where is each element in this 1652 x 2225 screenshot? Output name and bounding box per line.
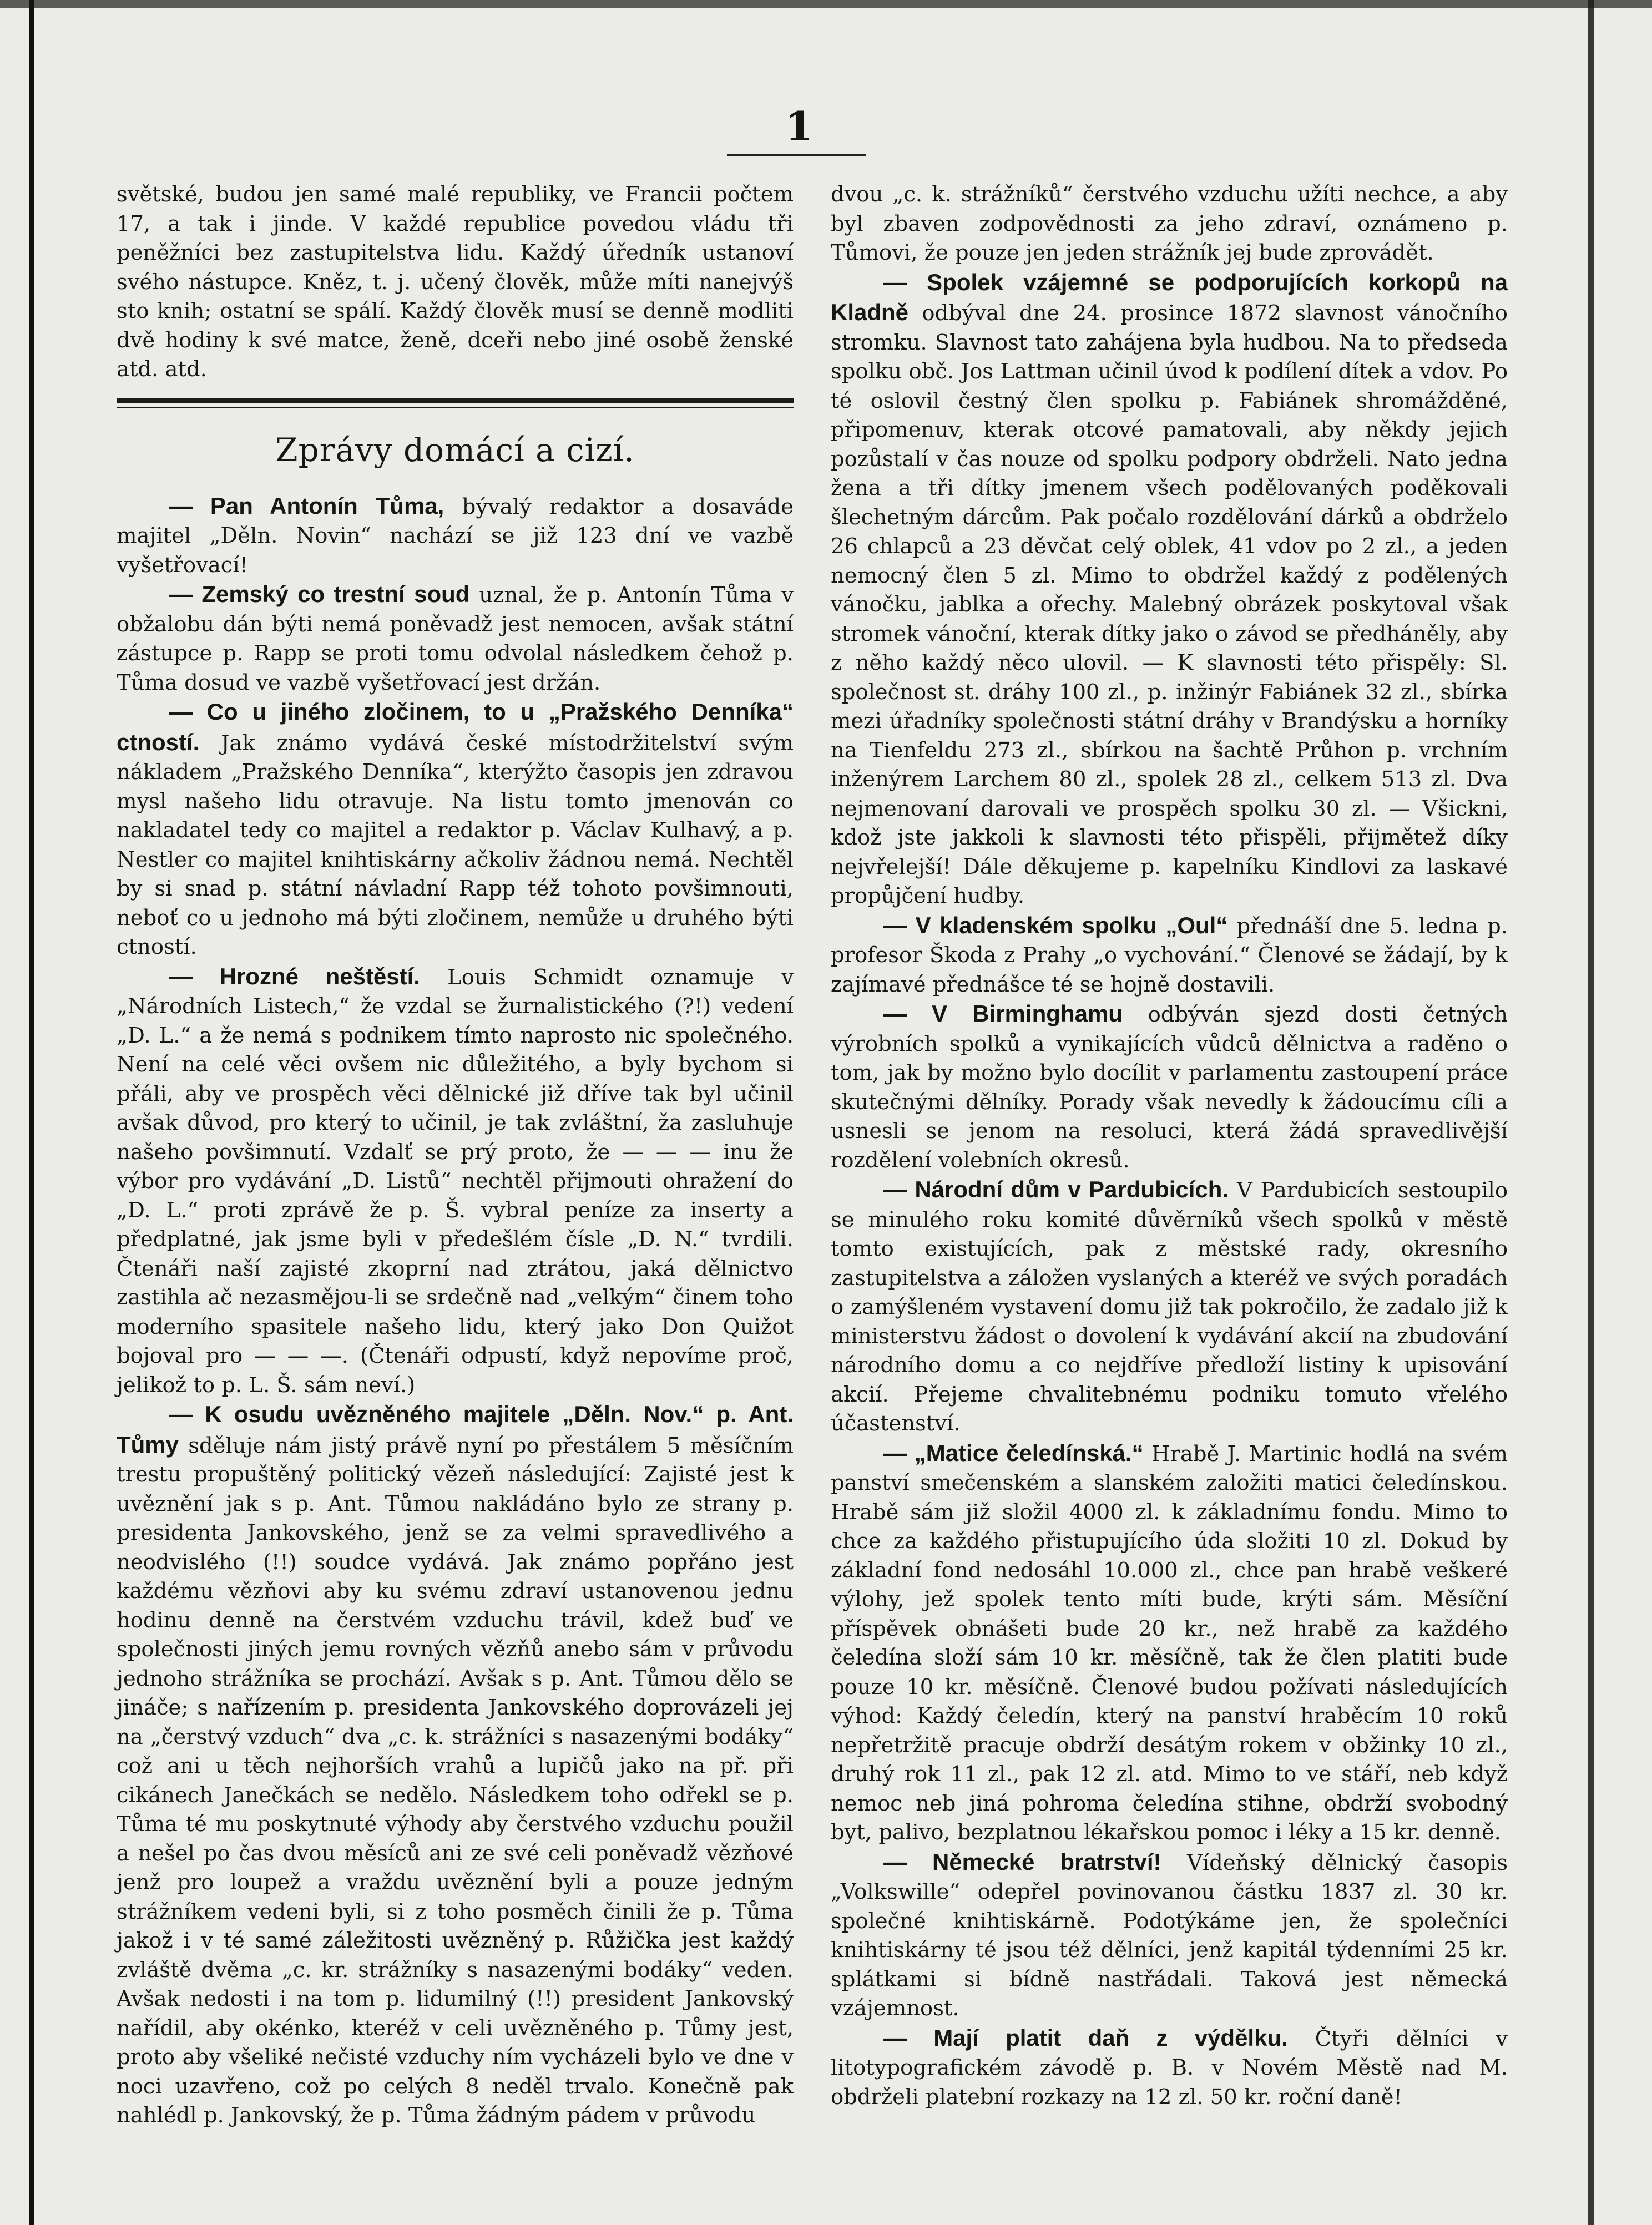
news-body: sděluje nám jistý právě nyní po přestálem 5 měsíčním trestu propuštěný politický vězeň následující: Zajisté jest k uvěznění jak s p. Ant. Tůmou nakládáno bylo ze strany p. presidenta Jankovského, jenž se za velmi spravedlivého a neodvislého (!!) soudce vydává. Jak známo popřáno jest každému vězňovi aby ku svému zdraví ustanovenou jednu hodinu denně na čerstvém vzduchu trávil, kdež buď ve společnosti jiných jemu rovných vězňů anebo sám v průvodu jednoho strážníka se prochází. Avšak s p. Ant. Tůmou dělo se jináče; s nařízením p. presidenta Jankovského doprovázeli jej na „čerstvý vzduch“ dva „c. k. strážníci s nasazenými bodáky“ což ani u těch nejhorších vrahů a lupičů jako na př. při cikánech Janečkách se nedělo. Následkem toho odřekl se p. Tůma té mu poskytnuté výhody aby čerstvého vzduchu použil a nešel po čas dvou měsíců ani ze své celi poněvadž vězňové jenž pro loupež a vraždu uvěznění byli a pouze jedným strážníkem vedeni byli, si z toho posměch činili že p. Tůma jakož i v té samé záležitosti uvězněný p. Růžička jest každý zvláště dvěma „c. kr. strážníky s nasazenými bodáky“ veden. Avšak nedosti i na tom p. lidumilný (!!) president Jankovský nařídil, aby okénko, kteréž v celi uvězněného p. Tůmy jest, proto aby všeliké nečisté vzduchy ním vycházeli bylo ve dne v noci uzavřeno, což po celých 8 neděl trvalo. Konečně pak nahlédl p. Jankovský, že p. Tůma žádným pádem v průvodu xyxy=(117,1433,794,2128)
news-heading: — Pan Antonín Tůma, xyxy=(169,492,444,519)
news-item-oul xyxy=(831,911,1508,1000)
news-body: odbýval dne 24. prosince 1872 slavnost vánočního stromku. Slavnost tato zahájena byla hudbou. Na to předseda spolku obč. Jos Lattman učinil úvod k podílení dítek a vdov. Po té oslovil čestný člen spolku p. Fabiánek shromážděné, připomenuv, kterak otcové pamatovali, aby někdy jejich pozůstalí v čas nouze od spolku podpory obdrželi. Nato jedna žena a tři dítky jmenem všech podělovaných poděkovali šlechetným dárcům. Pak počalo rozdělování dárků a obdrželo 26 chlapců a 23 děvčat celý oblek, 41 vdov po 2 zl., a jeden nemocný člen 5 zl. Mimo to obdržel každý z podělených vánočku, jablka a ořechy. Malebný obrázek poskytoval však stromek vánoční, kterak dítky jako o závod se předháněly, aby z něho každý něco ulovil. — K slavnosti této přispěly: Sl. společnost st. dráhy 100 zl., p. inžinýr Fabiánek 32 zl., sbírka mezi úřadníky společnosti státní dráhy v Brandýsku a horníky na Tienfeldu 273 zl., sbírkou na šachtě Průhon p. vrchním inženýrem Larchem 80 zl., spolek 28 zl., celkem 513 zl. Dva nejmenovaní darovali ve prospěch spolku 30 zl. — Všickni, kdož jste jakkoli k slavnosti této přispěli, přijmětež díky nejvřelejší! Dále děkujeme p. kapelníku Kindlovi za laskavé propůjčení hudby. xyxy=(831,301,1508,908)
page-number: 1 xyxy=(785,103,814,150)
news-heading: — Spolek vzájemné se podporujících korkopů na Kladně xyxy=(831,269,1508,325)
news-body: V Pardubicích sestoupilo se minulého roku komité důvěrníků všech spolků v městě tomto existujících, pak z městské rady, okresního zastupitelstva a záložen vyslaných a kteréž ve svých poradách o zamýšleném vystavení domu již tak pokročilo, že zadalo již k ministerstvu žádost o dovolení k vydávání akcií na zbudování národního domu a co nejdříve předloží listiny k upisování akcií. Přejeme chvalitebnému podniku tomuto vřelého účastenství. xyxy=(831,1178,1508,1436)
news-body: Jak známo vydává české místodržitelství svým nákladem „Pražského Denníka“, kterýžto časopis jen zdravou mysl našeho lidu otravuje. Na listu tomto jmenován co nakladatel tedy co majitel a redaktor p. Václav Kulhavý, a p. Nestler co majitel knihtiskárny ačkoliv žádnou nemá. Nechtěl by si snad p. státní návladní Rapp též tohoto povšimnouti, neboť co u jednoho má býti zločinem, nemůže u druhého býti ctností. xyxy=(117,730,794,959)
intro-paragraph: světské, budou jen samé malé republiky, ve Francii počtem 17, a tak i jinde. V každé republice povedou vládu tři peněžníci bez zastupitelstva lidu. Každý úředník ustanoví svého nástupce. Kněz, t. j. učený člověk, může míti nanejvýš sto knih; ostatní se spálí. Každý člověk musí se denně modliti dvě hodiny k své matce, ženě, dceři nebo jiné osobě ženské atd. atd. xyxy=(117,182,794,382)
news-item-birmingham xyxy=(831,999,1508,1175)
news-item-dan xyxy=(831,2024,1508,2112)
news-body: odbýván sjezd dosti četných výrobních spolků a vynikajících vůdců dělnictva a raděno o tom, jak by možno bylo docílit v parlamentu zastoupení práce skutečnými dělníky. Porady však nevedly k žádoucímu cíli a usnesli se jenom na resoluci, která žádá spravedlivější rozdělení volebních okresů. xyxy=(831,1002,1508,1173)
news-heading: — V Birminghamu xyxy=(883,1000,1123,1026)
news-item-bratrstvi xyxy=(831,1848,1508,2024)
page-edge-top xyxy=(0,0,1652,8)
news-item-osud-tumy xyxy=(117,1400,794,2131)
section-title: Zprávy domácí a cizí. xyxy=(275,431,635,469)
continuation-paragraph: dvou „c. k. strážníků“ čerstvého vzduchu užíti nechce, a aby byl zbaven zodpovědnosti za jeho zdraví, oznámeno p. Tůmovi, že pouze jen jeden strážník jej bude zprovádět. xyxy=(831,182,1508,265)
news-item-spolek-kladno xyxy=(831,268,1508,911)
news-heading: — Zemský co trestní soud xyxy=(169,581,470,607)
section-rule-thick xyxy=(117,398,794,403)
section-rule-thin xyxy=(117,407,794,408)
left-column xyxy=(117,180,794,2131)
right-column xyxy=(831,180,1508,2112)
news-body: Vídeňský dělnický časopis „Volkswille“ odepřel povinovanou částku 1837 zl. 30 kr. společné knihtiskárně. Podotýkáme jen, že společníci knihtiskárny té jsou též dělníci, jenž kapitál týdenními 25 kr. splátkami si bídně nastřádali. Taková jest německá vzájemnost. xyxy=(831,1850,1508,2021)
news-body: Hrabě J. Martinic hodlá na svém panství smečenském a slanském založiti matici čeledínskou. Hrabě sám již složil 4000 zl. k základnímu fondu. Mimo to chce za každého přistupujícího úda složiti 10 zl. Dokud by základní fond nedosáhl 10.000 zl., chce pan hrabě veškeré výlohy, jež spolek tento míti bude, krýti sám. Měsíční příspěvek obnášeti bude 20 kr., než hrabě za každého čeledína složí sám 10 kr. měsíčně, tak že člen platiti bude pouze 10 kr. měsíčně. Členové budou požívati následujících výhod: Každý čeledín, který na panství hraběcím 10 roků nepřetržitě pracuje obdrží desátým rokem v obžinky 10 zl., druhý rok 11 zl., pak 12 zl. atd. Mimo to ve stáří, neb když nemoc neb jiná pohroma čeledína stihne, obdrží svobodný byt, palivo, bezplatnou lékařskou pomoc i léky a 15 kr. denně. xyxy=(831,1441,1508,1845)
news-body: Louis Schmidt oznamuje v „Národních Listech,“ že vzdal se žurnalistického (?!) vedení „D. L.“ a že nemá s podnikem tímto naprosto nic společného. Není na celé věci ovšem nic důležitého, a byly bychom si přáli, aby ve prospěch věci dělnické již dříve tak byl učinil avšak důvod, pro který to učinil, je tak zvláštní, ža zasluhuje našeho povšimnutí. Vzdalť se prý proto, že — — — inu že výbor pro vydávání „D. Listů“ nechtěl přijmouti ohražení do „D. L.“ proti zprávě že p. Š. vybral peníze za inserty a předplatné, jak jsme byli v předešlém čísle „D. N.“ tvrdili. Čtenáři naší zajisté zkoprní nad ztrátou, jaká dělnictvo zastihla ač nezasmějou-li se srdečně nad „velkým“ činem toho moderního spasitele našeho lidu, který jako Don Quižot bojoval pro — — —. (Čtenáři odpustí, když nepovíme proč, jelikož to p. L. Š. sám neví.) xyxy=(117,964,794,1398)
page-number-rule xyxy=(727,154,866,156)
news-heading: — K osudu uvězněného majitele „Děln. Nov.“ p. Ant. Tůmy xyxy=(117,1401,794,1458)
news-body: přednáší dne 5. ledna p. profesor Škoda z Prahy „o vychování.“ Členové se žádají, by k zajímavé přednášce té se hojně dostavili. xyxy=(831,913,1508,997)
news-item-prazsky-dennik xyxy=(117,697,794,962)
news-heading: — Národní dům v Pardubicích. xyxy=(883,1176,1229,1202)
news-item-tuma xyxy=(117,492,794,580)
news-heading: — Hrozné neštěstí. xyxy=(169,963,420,989)
news-heading: — Co u jiného zločinem, to u „Pražského Denníka“ ctností. xyxy=(117,699,794,755)
news-body: Čtyři dělníci v litotypografickém závodě p. B. v Novém Městě nad M. obdrželi platební rozkazy na 12 zl. 50 kr. roční daně! xyxy=(831,2026,1508,2110)
news-heading: — Mají platit daň z výdělku. xyxy=(883,2024,1288,2051)
news-heading: — V kladenském spolku „Oul“ xyxy=(883,912,1228,938)
news-heading: — „Matice čeledínská.“ xyxy=(883,1439,1144,1466)
news-item-matice xyxy=(831,1439,1508,1848)
news-item-pardubice xyxy=(831,1175,1508,1439)
page-edge-right xyxy=(1588,0,1594,2225)
news-heading: — Německé bratrství! xyxy=(883,1848,1161,1875)
news-item-soud xyxy=(117,580,794,697)
news-item-neschesti xyxy=(117,962,794,1400)
news-body: uznal, že p. Antonín Tůma v obžalobu dán býti nemá poněvadž jest nemocen, avšak státní zástupce p. Rapp se proti tomu odvolal následkem čehož p. Tůma dosud ve vazbě vyšetřovací jest držán. xyxy=(117,583,794,695)
news-body: bývalý redaktor a dosaváde majitel „Děln. Novin“ nachází se již 123 dní ve vazbě vyšetřovací! xyxy=(117,494,794,578)
page-edge-left xyxy=(29,0,34,2225)
